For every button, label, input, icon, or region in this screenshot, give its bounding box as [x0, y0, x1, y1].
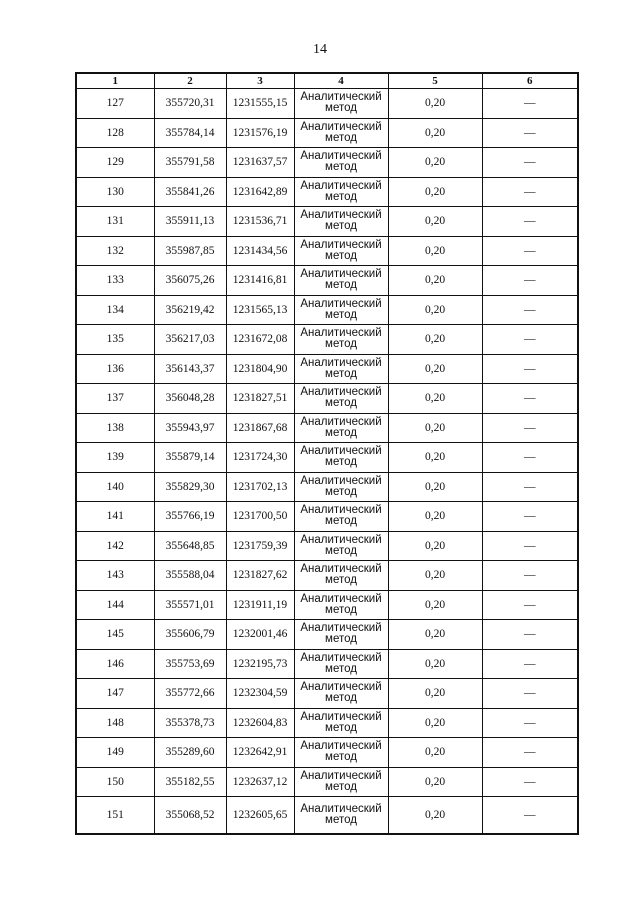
point-number-cell: 147: [76, 679, 154, 709]
table-row: [76, 797, 578, 835]
method-text-line2: метод: [325, 426, 357, 439]
point-number-cell: 146: [76, 649, 154, 679]
y-coordinate-cell: 1231672,08: [226, 325, 294, 355]
point-number-cell: 132: [76, 236, 154, 266]
y-coordinate-cell: 1232637,12: [226, 767, 294, 797]
method-cell: [294, 89, 388, 119]
y-coordinate-cell: 1231702,13: [226, 472, 294, 502]
method-text-line2: метод: [325, 279, 357, 292]
method-cell: [294, 531, 388, 561]
y-coordinate-cell: 1232605,65: [226, 797, 294, 835]
method-text-line1: Аналитический: [300, 268, 382, 281]
x-coordinate-cell: 355753,69: [154, 649, 226, 679]
y-coordinate-cell: 1231555,15: [226, 89, 294, 119]
method-cell: [294, 413, 388, 443]
method-text-line2: метод: [325, 574, 357, 587]
method-text-line2: метод: [325, 397, 357, 410]
method-text-line2: метод: [325, 721, 357, 734]
method-text-line1: Аналитический: [300, 651, 382, 664]
accuracy-cell: 0,20: [388, 354, 482, 384]
column-header: 5: [388, 73, 482, 89]
method-cell: [294, 266, 388, 296]
method-text-line1: Аналитический: [300, 150, 382, 163]
x-coordinate-cell: 355606,79: [154, 620, 226, 650]
point-number-cell: 140: [76, 472, 154, 502]
y-coordinate-cell: 1232604,83: [226, 708, 294, 738]
note-cell: —: [482, 207, 578, 237]
x-coordinate-cell: 355720,31: [154, 89, 226, 119]
accuracy-cell: 0,20: [388, 561, 482, 591]
method-text-line1: Аналитический: [300, 740, 382, 753]
method-cell: [294, 236, 388, 266]
method-text-line2: метод: [325, 633, 357, 646]
point-number-cell: 143: [76, 561, 154, 591]
y-coordinate-cell: 1231724,30: [226, 443, 294, 473]
method-cell: [294, 384, 388, 414]
note-cell: —: [482, 649, 578, 679]
table-row: [76, 118, 578, 148]
table-row: [76, 561, 578, 591]
point-number-cell: 151: [76, 797, 154, 835]
accuracy-cell: 0,20: [388, 177, 482, 207]
column-header: 4: [294, 73, 388, 89]
x-coordinate-cell: 355766,19: [154, 502, 226, 532]
table-row: [76, 738, 578, 768]
x-coordinate-cell: 355879,14: [154, 443, 226, 473]
x-coordinate-cell: 355829,30: [154, 472, 226, 502]
method-cell: [294, 325, 388, 355]
note-cell: —: [482, 561, 578, 591]
table-row: [76, 177, 578, 207]
accuracy-cell: 0,20: [388, 236, 482, 266]
method-text-line2: метод: [325, 131, 357, 144]
accuracy-cell: 0,20: [388, 738, 482, 768]
point-number-cell: 141: [76, 502, 154, 532]
method-cell: [294, 354, 388, 384]
method-text-line2: метод: [325, 814, 357, 826]
method-text-line1: Аналитический: [300, 327, 382, 340]
accuracy-cell: 0,20: [388, 620, 482, 650]
y-coordinate-cell: 1232001,46: [226, 620, 294, 650]
table-row: [76, 708, 578, 738]
accuracy-cell: 0,20: [388, 443, 482, 473]
method-text-line2: метод: [325, 485, 357, 498]
accuracy-cell: 0,20: [388, 325, 482, 355]
method-cell: [294, 649, 388, 679]
accuracy-cell: 0,20: [388, 118, 482, 148]
method-text-line2: метод: [325, 308, 357, 321]
method-text-line1: Аналитический: [300, 238, 382, 251]
x-coordinate-cell: 355987,85: [154, 236, 226, 266]
method-cell: [294, 767, 388, 797]
note-cell: —: [482, 118, 578, 148]
accuracy-cell: 0,20: [388, 590, 482, 620]
point-number-cell: 138: [76, 413, 154, 443]
point-number-cell: 137: [76, 384, 154, 414]
accuracy-cell: 0,20: [388, 89, 482, 119]
table-row: [76, 472, 578, 502]
column-header: 1: [76, 73, 154, 89]
table-row: [76, 236, 578, 266]
accuracy-cell: 0,20: [388, 767, 482, 797]
note-cell: —: [482, 148, 578, 178]
note-cell: —: [482, 502, 578, 532]
method-text-line2: метод: [325, 338, 357, 351]
point-number-cell: 144: [76, 590, 154, 620]
x-coordinate-cell: 355182,55: [154, 767, 226, 797]
method-cell: [294, 472, 388, 502]
point-number-cell: 130: [76, 177, 154, 207]
note-cell: —: [482, 767, 578, 797]
note-cell: —: [482, 738, 578, 768]
x-coordinate-cell: 355588,04: [154, 561, 226, 591]
method-text-line1: Аналитический: [300, 710, 382, 723]
method-cell: [294, 118, 388, 148]
method-cell: [294, 502, 388, 532]
table-row: [76, 354, 578, 384]
method-text-line1: Аналитический: [300, 592, 382, 605]
point-number-cell: 149: [76, 738, 154, 768]
method-text-line1: Аналитический: [300, 504, 382, 517]
note-cell: —: [482, 384, 578, 414]
x-coordinate-cell: 355943,97: [154, 413, 226, 443]
table-row: [76, 620, 578, 650]
point-number-cell: 139: [76, 443, 154, 473]
table-row: [76, 767, 578, 797]
x-coordinate-cell: 355068,52: [154, 797, 226, 835]
table-row: [76, 266, 578, 296]
y-coordinate-cell: 1231642,89: [226, 177, 294, 207]
table-row: [76, 325, 578, 355]
method-cell: [294, 797, 388, 835]
point-number-cell: 134: [76, 295, 154, 325]
y-coordinate-cell: 1232304,59: [226, 679, 294, 709]
note-cell: —: [482, 620, 578, 650]
note-cell: —: [482, 177, 578, 207]
accuracy-cell: 0,20: [388, 266, 482, 296]
point-number-cell: 150: [76, 767, 154, 797]
note-cell: —: [482, 531, 578, 561]
x-coordinate-cell: 355571,01: [154, 590, 226, 620]
method-cell: [294, 561, 388, 591]
y-coordinate-cell: 1232642,91: [226, 738, 294, 768]
accuracy-cell: 0,20: [388, 148, 482, 178]
table-row: [76, 531, 578, 561]
note-cell: —: [482, 797, 578, 835]
y-coordinate-cell: 1231911,19: [226, 590, 294, 620]
y-coordinate-cell: 1231536,71: [226, 207, 294, 237]
point-number-cell: 128: [76, 118, 154, 148]
method-cell: [294, 590, 388, 620]
accuracy-cell: 0,20: [388, 295, 482, 325]
point-number-cell: 145: [76, 620, 154, 650]
method-text-line1: Аналитический: [300, 179, 382, 192]
method-cell: [294, 443, 388, 473]
x-coordinate-cell: 356048,28: [154, 384, 226, 414]
x-coordinate-cell: 356219,42: [154, 295, 226, 325]
column-header: 2: [154, 73, 226, 89]
method-cell: [294, 708, 388, 738]
method-text-line1: Аналитический: [300, 769, 382, 782]
note-cell: —: [482, 443, 578, 473]
point-number-cell: 129: [76, 148, 154, 178]
note-cell: —: [482, 413, 578, 443]
method-text-line1: Аналитический: [300, 622, 382, 635]
method-cell: [294, 295, 388, 325]
y-coordinate-cell: 1231576,19: [226, 118, 294, 148]
method-cell: [294, 177, 388, 207]
method-cell: [294, 207, 388, 237]
accuracy-cell: 0,20: [388, 502, 482, 532]
y-coordinate-cell: 1231565,13: [226, 295, 294, 325]
method-text-line2: метод: [325, 603, 357, 616]
accuracy-cell: 0,20: [388, 531, 482, 561]
method-cell: [294, 738, 388, 768]
method-text-line2: метод: [325, 515, 357, 528]
method-text-line1: Аналитический: [300, 474, 382, 487]
method-text-line2: метод: [325, 367, 357, 380]
y-coordinate-cell: 1231759,39: [226, 531, 294, 561]
table-row: [76, 207, 578, 237]
note-cell: —: [482, 236, 578, 266]
accuracy-cell: 0,20: [388, 384, 482, 414]
method-text-line1: Аналитический: [300, 445, 382, 458]
method-cell: [294, 679, 388, 709]
column-header: 6: [482, 73, 578, 89]
point-number-cell: 133: [76, 266, 154, 296]
x-coordinate-cell: 356143,37: [154, 354, 226, 384]
table-header-row: [76, 73, 578, 89]
accuracy-cell: 0,20: [388, 472, 482, 502]
accuracy-cell: 0,20: [388, 207, 482, 237]
page-number: 14: [313, 42, 327, 57]
method-text-line1: Аналитический: [300, 803, 382, 815]
x-coordinate-cell: 355784,14: [154, 118, 226, 148]
method-text-line2: метод: [325, 751, 357, 764]
y-coordinate-cell: 1231700,50: [226, 502, 294, 532]
accuracy-cell: 0,20: [388, 679, 482, 709]
note-cell: —: [482, 89, 578, 119]
table-row: [76, 649, 578, 679]
note-cell: —: [482, 295, 578, 325]
note-cell: —: [482, 354, 578, 384]
accuracy-cell: 0,20: [388, 797, 482, 835]
accuracy-cell: 0,20: [388, 649, 482, 679]
method-text-line2: метод: [325, 161, 357, 174]
y-coordinate-cell: 1231827,51: [226, 384, 294, 414]
point-number-cell: 127: [76, 89, 154, 119]
method-text-line1: Аналитический: [300, 386, 382, 399]
note-cell: —: [482, 472, 578, 502]
point-number-cell: 148: [76, 708, 154, 738]
point-number-cell: 135: [76, 325, 154, 355]
column-header: 3: [226, 73, 294, 89]
table-row: [76, 590, 578, 620]
method-text-line2: метод: [325, 692, 357, 705]
x-coordinate-cell: 355791,58: [154, 148, 226, 178]
table-row: [76, 443, 578, 473]
method-cell: [294, 148, 388, 178]
method-text-line1: Аналитический: [300, 415, 382, 428]
method-text-line2: метод: [325, 190, 357, 203]
point-number-cell: 142: [76, 531, 154, 561]
method-text-line1: Аналитический: [300, 120, 382, 133]
method-text-line1: Аналитический: [300, 681, 382, 694]
accuracy-cell: 0,20: [388, 708, 482, 738]
method-text-line1: Аналитический: [300, 356, 382, 369]
x-coordinate-cell: 356075,26: [154, 266, 226, 296]
method-text-line1: Аналитический: [300, 533, 382, 546]
method-text-line1: Аналитический: [300, 297, 382, 310]
note-cell: —: [482, 266, 578, 296]
table-row: [76, 413, 578, 443]
x-coordinate-cell: 355841,26: [154, 177, 226, 207]
method-text-line2: метод: [325, 544, 357, 557]
y-coordinate-cell: 1231867,68: [226, 413, 294, 443]
method-text-line1: Аналитический: [300, 563, 382, 576]
table-row: [76, 502, 578, 532]
table-row: [76, 384, 578, 414]
table-row: [76, 148, 578, 178]
table-row: [76, 295, 578, 325]
y-coordinate-cell: 1231434,56: [226, 236, 294, 266]
x-coordinate-cell: 355772,66: [154, 679, 226, 709]
method-text-line2: метод: [325, 662, 357, 675]
method-cell: [294, 620, 388, 650]
x-coordinate-cell: 355648,85: [154, 531, 226, 561]
method-text-line2: метод: [325, 249, 357, 262]
table-row: [76, 679, 578, 709]
y-coordinate-cell: 1232195,73: [226, 649, 294, 679]
x-coordinate-cell: 355289,60: [154, 738, 226, 768]
point-number-cell: 136: [76, 354, 154, 384]
note-cell: —: [482, 325, 578, 355]
x-coordinate-cell: 355911,13: [154, 207, 226, 237]
note-cell: —: [482, 590, 578, 620]
note-cell: —: [482, 708, 578, 738]
y-coordinate-cell: 1231804,90: [226, 354, 294, 384]
method-text-line2: метод: [325, 456, 357, 469]
method-text-line2: метод: [325, 220, 357, 233]
y-coordinate-cell: 1231637,57: [226, 148, 294, 178]
method-text-line2: метод: [325, 102, 357, 115]
method-text-line2: метод: [325, 780, 357, 793]
y-coordinate-cell: 1231827,62: [226, 561, 294, 591]
coordinates-table: [75, 72, 579, 835]
point-number-cell: 131: [76, 207, 154, 237]
y-coordinate-cell: 1231416,81: [226, 266, 294, 296]
accuracy-cell: 0,20: [388, 413, 482, 443]
x-coordinate-cell: 355378,73: [154, 708, 226, 738]
note-cell: —: [482, 679, 578, 709]
method-text-line1: Аналитический: [300, 209, 382, 222]
x-coordinate-cell: 356217,03: [154, 325, 226, 355]
method-text-line1: Аналитический: [300, 91, 382, 104]
table-row: [76, 89, 578, 119]
